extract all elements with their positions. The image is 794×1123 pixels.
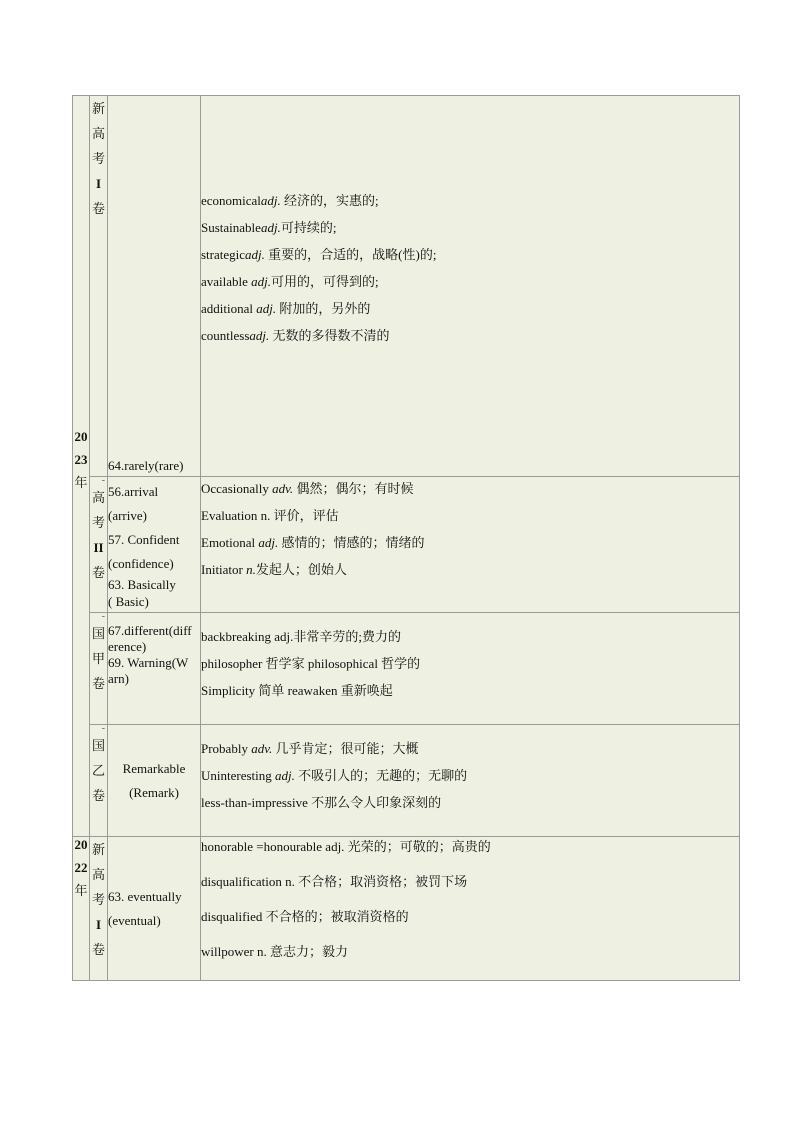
vocab-definitions-cell <box>201 837 740 981</box>
paper-char: 高 <box>91 867 105 882</box>
vocab-entry: Initiator n.发起人；创始人 <box>201 562 347 577</box>
answer-word: 63. eventually <box>108 888 182 904</box>
year-digits: 22 <box>74 860 88 875</box>
row-marker: - <box>101 611 105 622</box>
vocab-entry: disqualification n. 不合格；取消资格；被罚下场 <box>201 874 468 889</box>
answer-words-cell <box>108 725 201 837</box>
vocab-entry: strategicadj. 重要的，合适的，战略(性)的; <box>201 247 437 262</box>
paper-char: 卷 <box>91 788 105 803</box>
paper-char: 甲 <box>91 651 105 666</box>
answer-word: Remarkable <box>122 760 186 776</box>
paper-char: I <box>95 176 102 191</box>
table-row <box>73 96 740 477</box>
paper-cell <box>90 477 108 613</box>
paper-char: 高 <box>91 490 105 505</box>
paper-char: 高 <box>91 126 105 141</box>
answer-word: (arrive) <box>108 508 147 523</box>
paper-cell <box>90 96 108 477</box>
paper-char: 国 <box>91 738 105 753</box>
answer-word: (eventual) <box>108 912 161 928</box>
answer-word: 64.rarely(rare) <box>108 458 184 473</box>
answer-word: 67.different(diff <box>108 623 192 638</box>
paper-char: 国 <box>91 626 105 641</box>
vocab-definitions-cell <box>201 96 740 477</box>
paper-char: 卷 <box>91 201 105 216</box>
vocab-entry: Simplicity 简单 reawaken 重新唤起 <box>201 683 393 698</box>
answer-word: 57. Confident <box>108 532 180 547</box>
year-suffix: 年 <box>74 883 88 898</box>
answer-word: 69. Warning(W <box>108 655 189 670</box>
row-marker: - <box>101 475 105 486</box>
table-row <box>73 477 740 613</box>
vocab-entry: Sustainableadj.可持续的; <box>201 220 337 235</box>
paper-char: 考 <box>91 892 105 907</box>
paper-char: I <box>95 917 102 932</box>
vocab-entry: countlessadj. 无数的多得数不清的 <box>201 328 390 343</box>
vocab-definitions-cell <box>201 613 740 725</box>
answer-word: 56.arrival <box>108 484 159 499</box>
paper-char: 新 <box>91 101 105 116</box>
answer-word: erence) <box>108 639 147 654</box>
vocab-entry: disqualified 不合格的；被取消资格的 <box>201 909 409 924</box>
vocab-entry: Occasionally adv. 偶然；偶尔；有时候 <box>201 481 414 496</box>
row-marker: - <box>101 723 105 734</box>
table-row <box>73 837 740 981</box>
paper-char: 卷 <box>91 676 105 691</box>
vocabulary-table <box>72 95 740 981</box>
paper-char: 考 <box>91 515 105 530</box>
vocab-entry: willpower n. 意志力；毅力 <box>201 944 348 959</box>
year-cell-2022 <box>73 837 90 981</box>
vocab-entry: Probably adv. 几乎肯定；很可能；大概 <box>201 741 419 756</box>
paper-cell <box>90 725 108 837</box>
answer-word: arn) <box>108 671 129 686</box>
answer-word: ( Basic) <box>108 594 149 609</box>
vocab-entry: less-than-impressive 不那么令人印象深刻的 <box>201 795 442 810</box>
table-row <box>73 725 740 837</box>
vocab-definitions-cell <box>201 725 740 837</box>
paper-char: 卷 <box>91 942 105 957</box>
vocab-entry: available adj.可用的，可得到的; <box>201 274 379 289</box>
year-suffix: 年 <box>74 475 88 490</box>
paper-char: II <box>93 540 104 555</box>
answer-words-cell <box>108 477 201 613</box>
answer-word: (confidence) <box>108 556 174 571</box>
year-digits: 23 <box>74 452 88 467</box>
vocab-definitions-cell <box>201 477 740 613</box>
answer-words-cell <box>108 613 201 725</box>
vocab-entry: Evaluation n. 评价，评估 <box>201 508 339 523</box>
year-digits: 20 <box>74 837 88 852</box>
paper-char: 卷 <box>91 565 105 580</box>
paper-cell <box>90 613 108 725</box>
answer-word: (Remark) <box>129 784 179 800</box>
table-row <box>73 613 740 725</box>
vocab-entry: additional adj. 附加的，另外的 <box>201 301 371 316</box>
paper-cell <box>90 837 108 981</box>
paper-char: 考 <box>91 151 105 166</box>
vocab-entry: Uninteresting adj. 不吸引人的；无趣的；无聊的 <box>201 768 468 783</box>
vocab-entry: economicaladj. 经济的，实惠的; <box>201 193 379 208</box>
paper-char: 新 <box>91 842 105 857</box>
answer-words-cell <box>108 96 201 477</box>
paper-char: 乙 <box>91 763 105 778</box>
vocab-entry: backbreaking adj.非常辛劳的;费力的 <box>201 629 402 644</box>
year-cell-2023 <box>73 96 90 837</box>
answer-words-cell <box>108 837 201 981</box>
vocab-entry: Emotional adj. 感情的；情感的；情绪的 <box>201 535 425 550</box>
year-digits: 20 <box>74 429 88 444</box>
vocab-entry: philosopher 哲学家 philosophical 哲学的 <box>201 656 421 671</box>
answer-word: 63. Basically <box>108 577 176 592</box>
vocab-entry: honorable =honourable adj. 光荣的；可敬的；高贵的 <box>201 839 491 854</box>
